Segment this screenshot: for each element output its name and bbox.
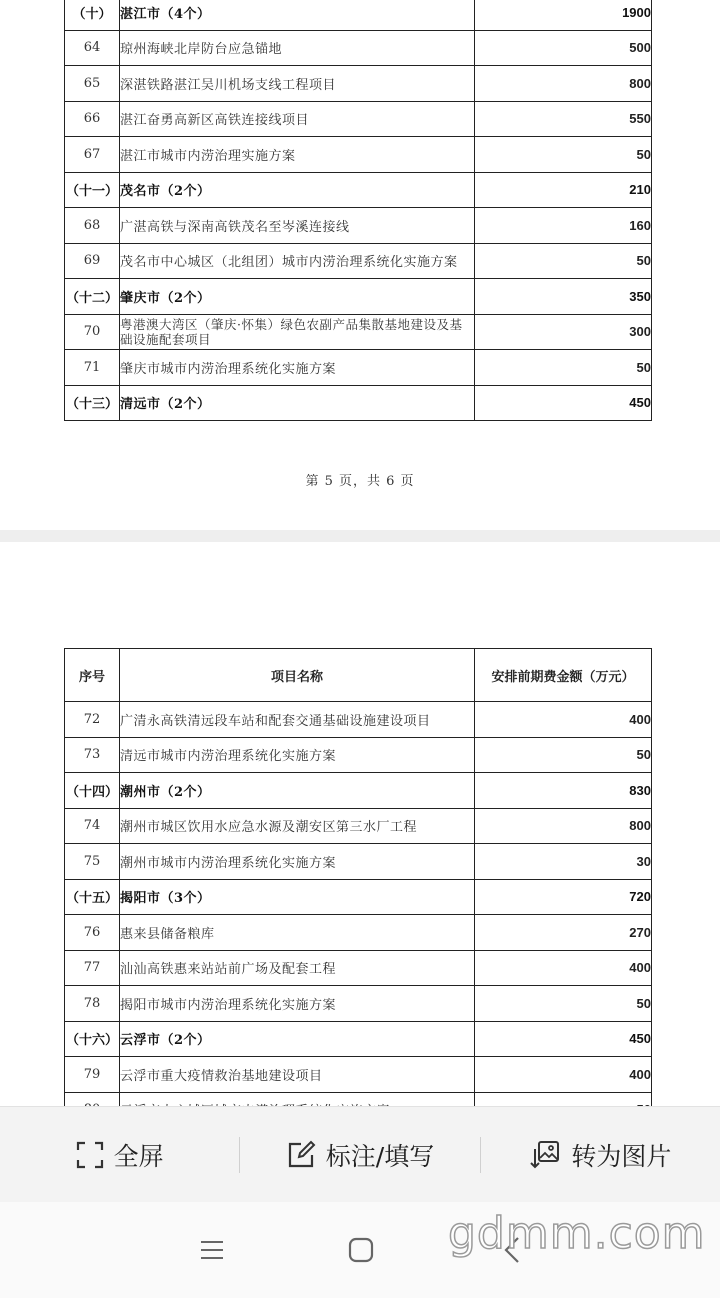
- table-row: [65, 66, 652, 102]
- cell-amount: 800: [475, 808, 652, 844]
- cell-project-name: 汕汕高铁惠来站站前广场及配套工程: [120, 950, 475, 986]
- cell-project-name: 茂名市（2个）: [120, 172, 475, 208]
- group-row: [65, 172, 652, 208]
- cell-project-name: 广湛高铁与深南高铁茂名至岑溪连接线: [120, 208, 475, 244]
- cell-project-name: 深湛铁路湛江吴川机场支线工程项目: [120, 66, 475, 102]
- cell-no: （十三）: [65, 385, 120, 421]
- table-row: [65, 844, 652, 880]
- cell-no: 72: [65, 702, 120, 738]
- fullscreen-icon: [76, 1141, 104, 1169]
- edit-icon: [286, 1140, 316, 1170]
- cell-amount: 500: [475, 30, 652, 66]
- cell-amount: 400: [475, 1057, 652, 1093]
- table-row: [65, 950, 652, 986]
- cell-amount: 30: [475, 844, 652, 880]
- cell-amount: 50: [475, 243, 652, 279]
- table-row: [65, 101, 652, 137]
- group-row: [65, 1021, 652, 1057]
- cell-project-name: 揭阳市（3个）: [120, 879, 475, 915]
- cell-amount: 50: [475, 350, 652, 386]
- table-row: [65, 737, 652, 773]
- fullscreen-button[interactable]: [0, 1137, 239, 1173]
- annotate-button[interactable]: [240, 1137, 479, 1173]
- cell-no: 68: [65, 208, 120, 244]
- cell-amount: 350: [475, 279, 652, 315]
- cell-amount: 300: [475, 314, 652, 350]
- cell-no: 67: [65, 137, 120, 173]
- table-row: [65, 350, 652, 386]
- cell-project-name: 揭阳市城市内涝治理系统化实施方案: [120, 986, 475, 1022]
- cell-no: 70: [65, 314, 120, 350]
- cell-no: 77: [65, 950, 120, 986]
- cell-no: 74: [65, 808, 120, 844]
- fullscreen-label: 全屏: [113, 1142, 164, 1171]
- cell-amount: 210: [475, 172, 652, 208]
- cell-amount: 50: [475, 986, 652, 1022]
- cell-project-name: 云浮市重大疫情救治基地建设项目: [120, 1057, 475, 1093]
- table-row: [65, 30, 652, 66]
- cell-no: 78: [65, 986, 120, 1022]
- cell-project-name: 潮州市城市内涝治理系统化实施方案: [120, 844, 475, 880]
- header-no: 序号: [65, 649, 120, 702]
- table-row: [65, 243, 652, 279]
- cell-no: 73: [65, 737, 120, 773]
- cell-amount: 550: [475, 101, 652, 137]
- group-row: [65, 879, 652, 915]
- cell-no: （十四）: [65, 773, 120, 809]
- table-row: [65, 208, 652, 244]
- cell-no: 65: [65, 66, 120, 102]
- table-row: [65, 915, 652, 951]
- cell-project-name: 清远市（2个）: [120, 385, 475, 421]
- table-header-row: [65, 649, 652, 702]
- group-row: [65, 773, 652, 809]
- table-row: [65, 314, 652, 350]
- cell-amount: 50: [475, 737, 652, 773]
- annotate-label: 标注/填写: [325, 1142, 435, 1171]
- page-divider: [0, 530, 720, 542]
- cell-project-name: 肇庆市城市内涝治理系统化实施方案: [120, 350, 475, 386]
- document-page-5: [0, 0, 720, 530]
- cell-project-name: 广清永高铁清远段车站和配套交通基础设施建设项目: [120, 702, 475, 738]
- bottom-toolbar: [0, 1106, 720, 1203]
- cell-amount: 160: [475, 208, 652, 244]
- cell-amount: 450: [475, 385, 652, 421]
- document-page-6: [0, 542, 720, 1142]
- page-footer: 第 5 页，共 6 页: [305, 474, 415, 489]
- convert-to-image-button[interactable]: [481, 1137, 720, 1173]
- group-row: [65, 279, 652, 315]
- cell-project-name: 潮州市城区饮用水应急水源及潮安区第三水厂工程: [120, 808, 475, 844]
- group-row: [65, 0, 652, 30]
- cell-project-name: 清远市城市内涝治理系统化实施方案: [120, 737, 475, 773]
- cell-amount: 270: [475, 915, 652, 951]
- cell-project-name: 云浮市（2个）: [120, 1021, 475, 1057]
- cell-no: 64: [65, 30, 120, 66]
- cell-no: （十）: [65, 0, 120, 30]
- convert-to-image-label: 转为图片: [571, 1142, 672, 1171]
- header-name: 项目名称: [120, 649, 475, 702]
- cell-no: （十一）: [65, 172, 120, 208]
- cell-amount: 720: [475, 879, 652, 915]
- cell-project-name: 惠来县储备粮库: [120, 915, 475, 951]
- cell-amount: 50: [475, 137, 652, 173]
- header-amount: 安排前期费金额（万元）: [475, 649, 652, 702]
- cell-project-name: 琼州海峡北岸防台应急锚地: [120, 30, 475, 66]
- cell-project-name: 粤港澳大湾区（肇庆·怀集）绿色农副产品集散基地建设及基础设施配套项目: [120, 314, 475, 350]
- project-table-page-5: [64, 0, 652, 421]
- cell-amount: 830: [475, 773, 652, 809]
- table-row: [65, 702, 652, 738]
- table-row: [65, 137, 652, 173]
- cell-no: 76: [65, 915, 120, 951]
- group-row: [65, 385, 652, 421]
- cell-project-name: 湛江市城市内涝治理实施方案: [120, 137, 475, 173]
- menu-icon[interactable]: [199, 1232, 225, 1268]
- table-row: [65, 1057, 652, 1093]
- cell-project-name: 肇庆市（2个）: [120, 279, 475, 315]
- cell-project-name: 潮州市（2个）: [120, 773, 475, 809]
- cell-no: （十六）: [65, 1021, 120, 1057]
- cell-project-name: 湛江奋勇高新区高铁连接线项目: [120, 101, 475, 137]
- table-row: [65, 986, 652, 1022]
- project-table-page-6: [64, 648, 652, 1128]
- site-watermark: gdmm.com: [448, 1208, 706, 1259]
- cell-amount: 400: [475, 702, 652, 738]
- cell-amount: 400: [475, 950, 652, 986]
- cell-amount: 800: [475, 66, 652, 102]
- cell-no: （十二）: [65, 279, 120, 315]
- cell-no: （十五）: [65, 879, 120, 915]
- cell-no: 79: [65, 1057, 120, 1093]
- cell-no: 75: [65, 844, 120, 880]
- cell-no: 69: [65, 243, 120, 279]
- home-icon[interactable]: [346, 1232, 376, 1268]
- table-row: [65, 808, 652, 844]
- cell-no: 66: [65, 101, 120, 137]
- cell-no: 71: [65, 350, 120, 386]
- image-convert-icon: [529, 1139, 561, 1171]
- cell-project-name: 茂名市中心城区（北组团）城市内涝治理系统化实施方案: [120, 243, 475, 279]
- cell-amount: 450: [475, 1021, 652, 1057]
- cell-project-name: 湛江市（4个）: [120, 0, 475, 30]
- cell-amount: 1900: [475, 0, 652, 30]
